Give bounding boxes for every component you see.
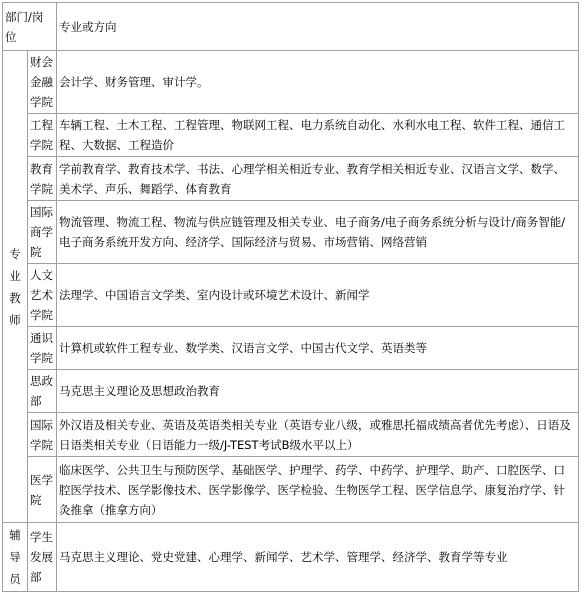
table-row (3, 114, 579, 157)
header-dept-position: 部门/岗位 (3, 3, 57, 51)
dept-cell: 学生发展部 (28, 523, 57, 592)
majors-cell: 马克思主义理论及思想政治教育 (57, 370, 579, 413)
majors-cell: 学前教育学、教育技术学、书法、心理学相关相近专业、教育学相关相近专业、汉语言文学、数学、美术学、声乐、舞蹈学、体育教育 (57, 157, 579, 201)
dept-cell: 财会金融学院 (28, 51, 57, 114)
majors-cell: 外汉语及相关专业、英语及英语类相关专业（英语专业八级，或雅思托福成绩高者优先考虑）、日语及日语类相关专业（日语能力一级/J-TEST考试B级水平以上） (57, 413, 579, 457)
dept-cell: 医学院 (28, 457, 57, 523)
table-row (3, 523, 579, 592)
table-row (3, 51, 579, 114)
dept-cell: 教育学院 (28, 157, 57, 201)
majors-cell: 会计学、财务管理、审计学。 (57, 51, 579, 114)
category-label: 辅导员 (9, 528, 21, 586)
header-row (3, 3, 579, 51)
dept-cell: 工程学院 (28, 114, 57, 157)
table-row (3, 264, 579, 327)
table-row (3, 157, 579, 201)
majors-cell: 车辆工程、土木工程、工程管理、物联网工程、电力系统自动化、水利水电工程、软件工程、通信工程、大数据、工程造价 (57, 114, 579, 157)
majors-cell: 物流管理、物流工程、物流与供应链管理及相关专业、电子商务/电子商务系统分析与设计/商务智能/电子商务系统开发方向、经济学、国际经济与贸易、市场营销、网络营销 (57, 201, 579, 264)
dept-cell: 国际学院 (28, 413, 57, 457)
recruitment-table (2, 2, 579, 592)
table-row (3, 413, 579, 457)
dept-cell: 国际商学院 (28, 201, 57, 264)
dept-cell: 人文艺术学院 (28, 264, 57, 327)
majors-cell: 法理学、中国语言文学类、室内设计或环境艺术设计、新闻学 (57, 264, 579, 327)
majors-cell: 计算机或软件工程专业、数学类、汉语言文学、中国古代文学、英语类等 (57, 327, 579, 370)
table-row (3, 457, 579, 523)
dept-cell: 通识学院 (28, 327, 57, 370)
table-row (3, 201, 579, 264)
table-row (3, 370, 579, 413)
table-row (3, 327, 579, 370)
majors-cell: 临床医学、公共卫生与预防医学、基础医学、护理学、药学、中药学、护理学、助产、口腔医学、口腔医学技术、医学影像技术、医学影像学、医学检验、生物医学工程、医学信息学、康复治疗学、针灸推拿（推拿方向） (57, 457, 579, 523)
header-major: 专业或方向 (57, 3, 579, 51)
dept-cell: 思政部 (28, 370, 57, 413)
category-label: 专业教师 (9, 246, 21, 327)
category-cell (3, 51, 28, 523)
category-cell (3, 523, 28, 592)
majors-cell: 马克思主义理论、党史党建、心理学、新闻学、艺术学、管理学、经济学、教育学等专业 (57, 523, 579, 592)
